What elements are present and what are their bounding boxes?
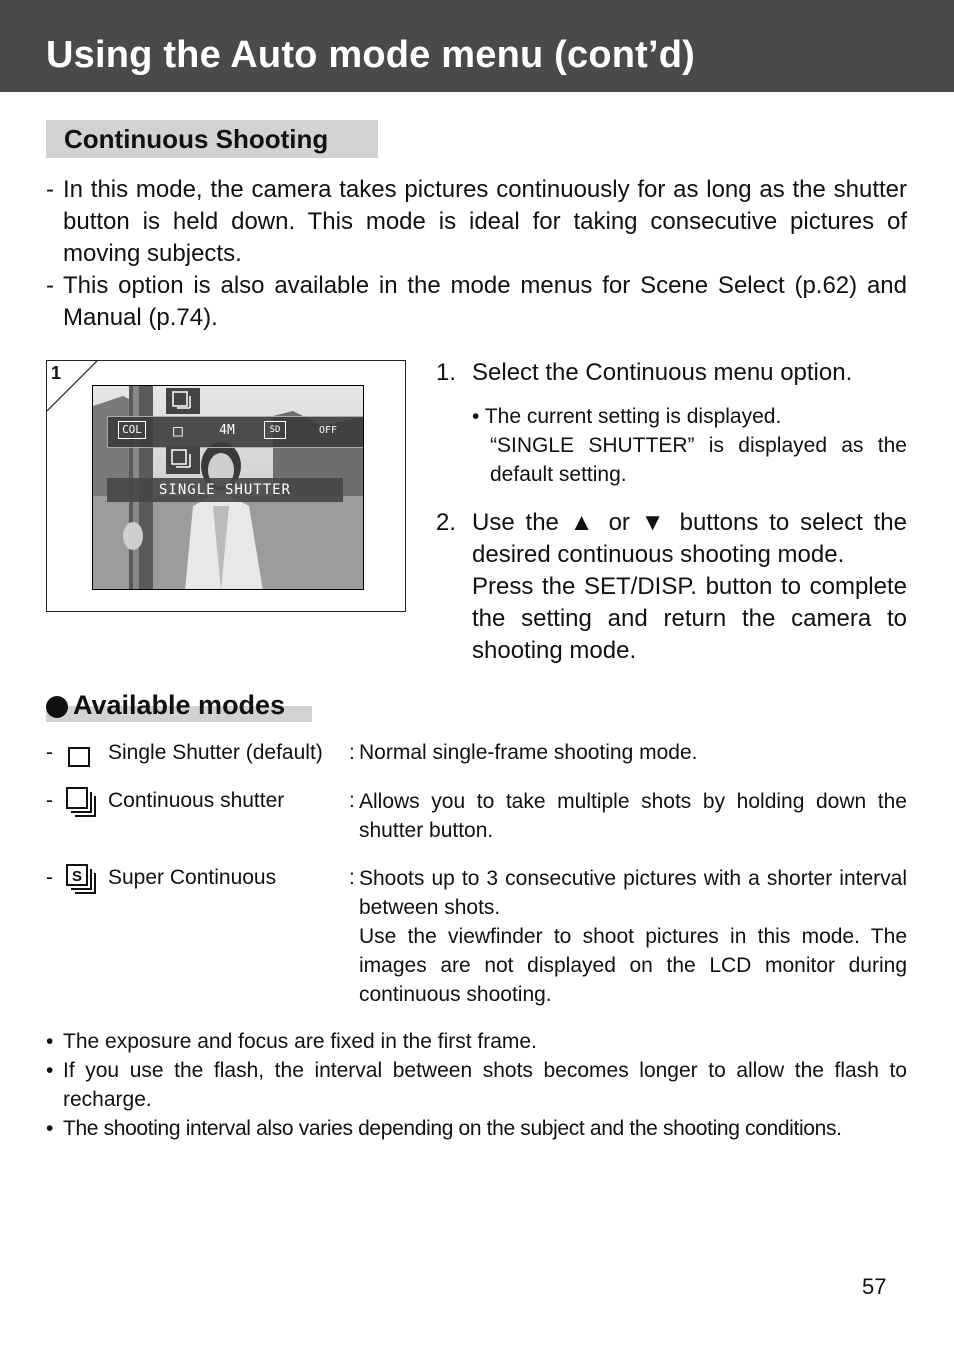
super-continuous-icon <box>65 863 97 897</box>
step-1-text: Select the Continuous menu option. <box>472 359 853 386</box>
available-modes-heading <box>46 690 312 724</box>
section-title-text: Continuous Shooting <box>64 124 329 154</box>
page-title: Using the Auto mode menu (cont’d) <box>46 34 696 76</box>
lcd-illustration <box>46 360 406 612</box>
menu-bar <box>107 416 364 448</box>
note-bullet: • <box>46 1059 54 1082</box>
self-timer-off-icon: OFF <box>318 425 338 436</box>
note-bullet: • <box>46 1030 54 1053</box>
step-2-text-continued: Press the SET/DISP. button to complete the setting and return the camera to shooting mode. <box>472 573 907 664</box>
screen-mode-label: SINGLE SHUTTER <box>107 478 343 502</box>
intro-paragraph-1: In this mode, the camera takes pictures continuously for as long as the shutter button is held down. This mode is ideal for taking consecutive pictures of moving subjects. <box>63 176 907 267</box>
step-1-note-line1: • The current setting is displayed. <box>472 405 782 428</box>
section-title <box>46 120 378 158</box>
intro-dash: - <box>46 176 54 203</box>
mode-name-single: Single Shutter (default) <box>108 741 323 764</box>
super-continuous-icon <box>166 388 200 414</box>
continuous-shutter-icon <box>65 786 97 820</box>
figure-number: 1 <box>51 363 62 383</box>
color-mode-icon: COL <box>118 421 146 439</box>
quality-icon: SD <box>264 421 286 439</box>
note-3: The shooting interval also varies depending on the subject and the shooting conditions. <box>63 1117 842 1140</box>
available-modes-title: Available modes <box>73 690 286 720</box>
mode-colon: : <box>349 866 355 889</box>
mode-colon: : <box>349 789 355 812</box>
mode-colon: : <box>349 741 355 764</box>
mode-name-super: Super Continuous <box>108 866 277 889</box>
bullet-circle-icon <box>46 696 68 718</box>
intro-paragraph-2: This option is also available in the mode menus for Scene Select (p.62) and Manual (p.74). <box>63 272 907 331</box>
step-2-text: Use the ▲ or ▼ buttons to select the desired continuous shooting mode. <box>472 509 907 568</box>
note-bullet: • <box>46 1117 54 1140</box>
single-shutter-icon <box>65 745 95 769</box>
mode-desc-super: Shoots up to 3 consecutive pictures with a shorter interval between shots. <box>359 867 907 919</box>
mode-dash: - <box>46 741 53 764</box>
page-header <box>0 0 954 92</box>
image-size-icon: 4M <box>219 423 235 438</box>
note-1: The exposure and focus are fixed in the first frame. <box>63 1030 537 1053</box>
svg-text:S: S <box>71 868 83 885</box>
mode-name-continuous: Continuous shutter <box>108 789 285 812</box>
step-number: 1. <box>436 359 457 386</box>
continuous-shutter-icon <box>166 446 200 474</box>
single-shutter-icon: □ <box>173 421 183 440</box>
step-1-note-line2: “SINGLE SHUTTER” is displayed as the default setting. <box>490 434 907 486</box>
note-2: If you use the flash, the interval between shots becomes longer to allow the flash to recharge. <box>63 1059 907 1111</box>
mode-desc-continuous: Allows you to take multiple shots by holding down the shutter button. <box>359 790 907 842</box>
lcd-screen <box>92 385 364 590</box>
intro-dash: - <box>46 272 54 299</box>
mode-desc-single: Normal single-frame shooting mode. <box>359 741 698 764</box>
mode-dash: - <box>46 866 53 889</box>
page-number: 57 <box>862 1274 887 1299</box>
step-number: 2. <box>436 509 457 536</box>
mode-dash: - <box>46 789 53 812</box>
mode-desc-super-continued: Use the viewfinder to shoot pictures in this mode. The images are not displayed on the LCD monitor during continuous shooting. <box>359 925 907 1006</box>
